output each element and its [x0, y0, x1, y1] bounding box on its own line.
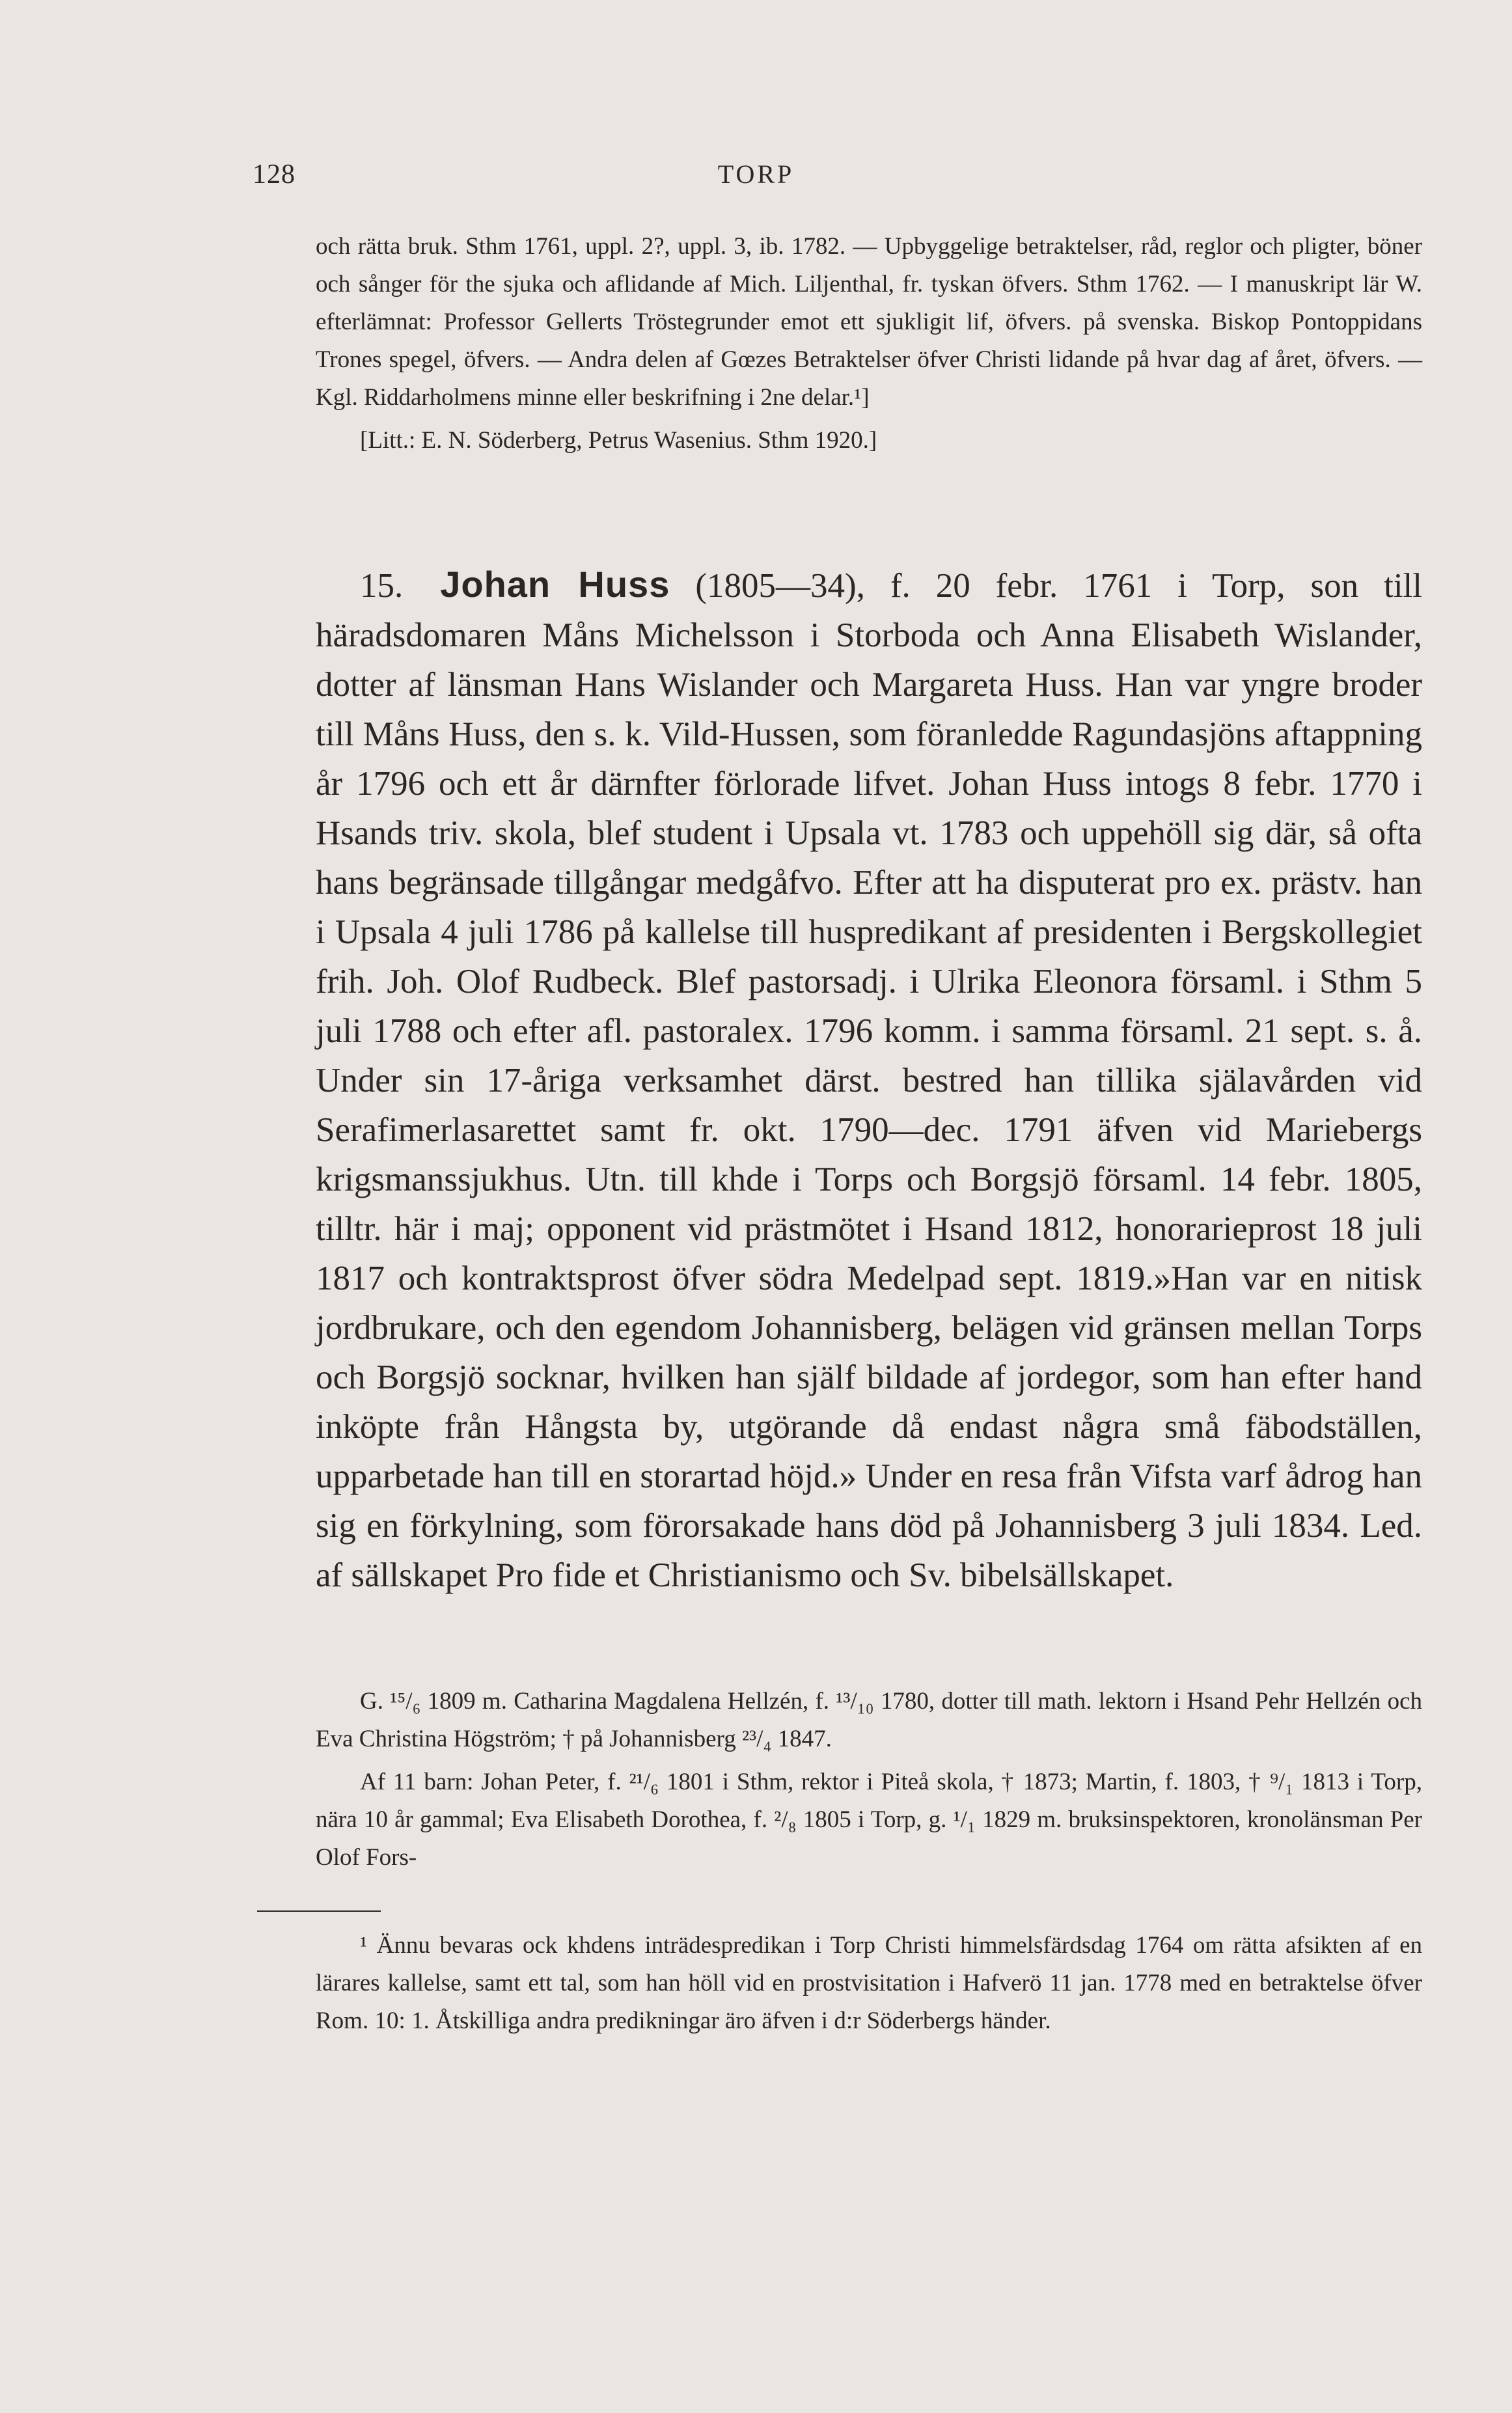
footnote-section [316, 1927, 1422, 2040]
family-section [316, 1683, 1422, 1877]
running-head: TORP [717, 159, 795, 189]
entry-paragraph [316, 560, 1422, 1600]
footnote-divider [257, 1910, 381, 1912]
marriage-paragraph: G. ¹⁵/₆ 1809 m. Catharina Magdalena Hellzén, f. ¹³/₁₀ 1780, dotter till math. lektorn i Hsand Pehr Hellzén och Eva Christina Högström; † på Johannisberg ²³/₄ 1847. [316, 1688, 1422, 1752]
page-header [0, 159, 1512, 198]
entry-name: Johan Huss [440, 564, 670, 605]
children-paragraph: Af 11 barn: Johan Peter, f. ²¹/₆ 1801 i Sthm, rektor i Piteå skola, † 1873; Martin, f. 1803, † ⁹/₁ 1813 i Torp, nära 10 år gammal; Eva Elisabeth Dorothea, f. ²/₈ 1805 i Torp, g. ¹/₁ 1829 m. bruksinspektoren, kronolänsman Per Olof Fors- [316, 1769, 1422, 1871]
biography-entry [316, 560, 1422, 1600]
literature-reference: [Litt.: E. N. Söderberg, Petrus Wasenius. Sthm 1920.] [360, 427, 877, 454]
entry-number: 15. [360, 567, 404, 605]
works-list-paragraph: och rätta bruk. Sthm 1761, uppl. 2?, uppl. 3, ib. 1782. — Upbyggelige betraktelser, råd, reglor och pligter, böner och sånger för the sjuka och aflidande af Mich. Liljenthal, fr. tyskan öfvers. Sthm 1762. — I manuskript lär W. efterlämnat: Professor Gellerts Tröstegrunder emot ett sjukligit lif, öfvers. på svenska. Biskop Pontoppidans Trones spegel, öfvers. — Andra delen af Gœzes Betraktelser öfver Christi lidande på hvar dag af året, öfvers. — Kgl. Riddarholmens minne eller beskrifning i 2ne delar.¹] [316, 233, 1422, 411]
page-number: 128 [253, 159, 296, 189]
entry-body: (1805—34), f. 20 febr. 1761 i Torp, son till häradsdomaren Måns Michelsson i Storboda och Anna Elisabeth Wislander, dotter af länsman Hans Wislander och Margareta Huss. Han var yngre broder till Måns Huss, den s. k. Vild-Hussen, som föranledde Ragundasjöns aftappning år 1796 och ett år därnfter förlorade lifvet. Johan Huss intogs 8 febr. 1770 i Hsands triv. skola, blef student i Upsala vt. 1783 och uppehöll sig där, så ofta hans begränsade tillgångar medgåfvo. Efter att ha disputerat pro ex. prästv. han i Upsala 4 juli 1786 på kallelse till huspredikant af presidenten i Bergskollegiet frih. Joh. Olof Rudbeck. Blef pastorsadj. i Ulrika Eleonora församl. i Sthm 5 juli 1788 och efter afl. pastoralex. 1796 komm. i samma församl. 21 sept. s. å. Under sin 17-åriga verksamhet därst. bestred han tillika själavården vid Serafimerlasarettet samt fr. okt. 1790—dec. 1791 äfven vid Mariebergs krigsmanssjukhus. Utn. till khde i Torps och Borgsjö församl. 14 febr. 1805, tilltr. här i maj; opponent vid prästmötet i Hsand 1812, honorarieprost 18 juli 1817 och kontraktsprost öfver södra Medelpad sept. 1819.»Han var en nitisk jordbrukare, och den egendom Johannisberg, belägen vid gränsen mellan Torps och Borgsjö socknar, hvilken han själf bildade af jordegor, som han efter hand inköpte från Hångsta by, utgörande då endast några små fäbodställen, upparbetade han till en storartad höjd.» Under en resa från Vifsta varf ådrog han sig en förkylning, som förorsakade hans död på Johannisberg 3 juli 1834. Led. af sällskapet Pro fide et Christianismo och Sv. bibelsällskapet. [316, 567, 1423, 1594]
footnote-text: ¹ Ännu bevaras ock khdens inträdespredikan i Torp Christi himmelsfärdsdag 1764 om rätta afsikten af en lärares kallelse, samt ett tal, som han höll vid en prostvisitation i Hafverö 11 jan. 1778 med en betraktelse öfver Rom. 10: 1. Åtskilliga andra predikningar äro äfven i d:r Söderbergs händer. [316, 1932, 1422, 2034]
previous-entry-continuation [316, 228, 1422, 460]
